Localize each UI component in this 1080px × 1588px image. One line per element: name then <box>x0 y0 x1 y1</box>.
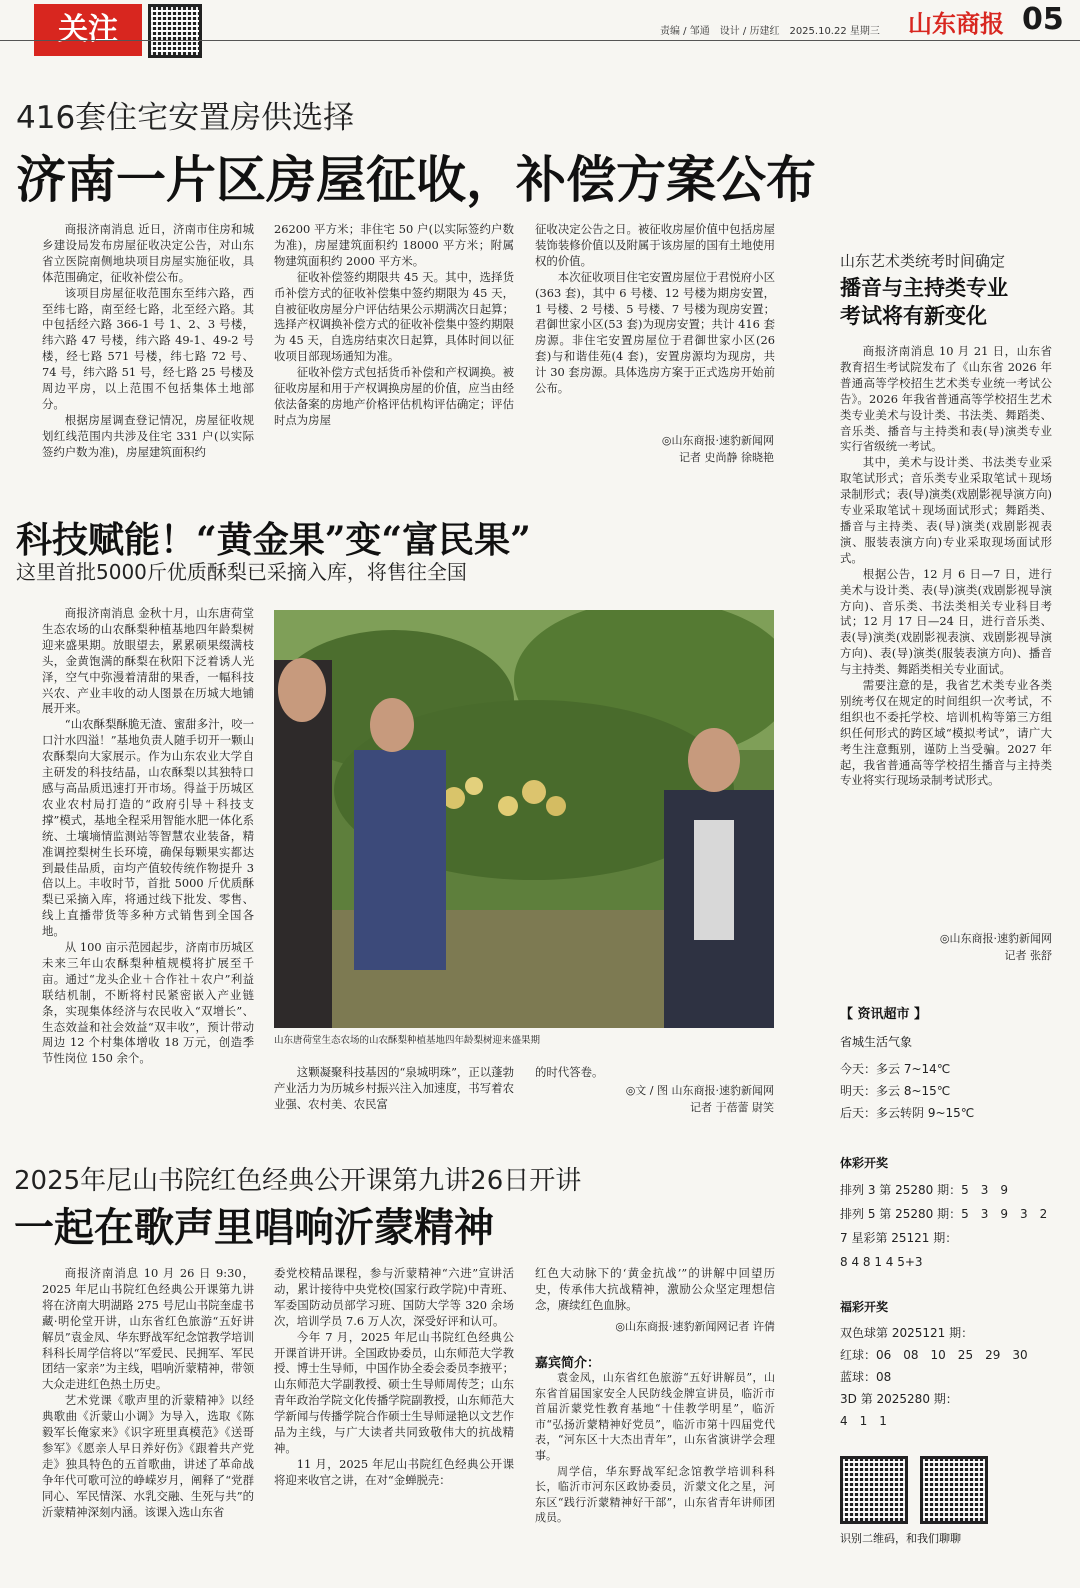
weather-list <box>840 1058 974 1124</box>
paragraph: 今年 7 月，2025 年尼山书院红色经典公开课首讲开讲。全国政协委员，山东师范大学教授、博士生导师，中国作协全委会委员李掖平；山东师范大学副教授、硕士生导师周传芝；山东青年政治学院文化传播学院副教授，山东师范大学新闻与传播学院合作硕士生导师逯艳以文艺作品为主线，与广大读者共同致敬伟大的抗战精神。 <box>274 1329 514 1455</box>
weather-tomorrow: 明天：多云 8~15℃ <box>840 1084 951 1098</box>
sports-lottery-title: 体彩开奖 <box>840 1156 889 1170</box>
paragraph: 其中，美术与设计类、书法类专业采取笔试形式；音乐类专业采取笔试＋现场录制形式；表(导)演类(戏剧影视导演方向)专业采取笔试＋现场面试形式；舞蹈类、播音与主持类、表(导)演类(戏剧影视表演、服装表演方向)专业采取现场面试形式。 <box>840 455 1052 565</box>
paragraph: 商报济南消息 10 月 21 日，山东省教育招生考试院发布了《山东省 2026 年普通高等学校招生艺术类专业统一考试公告》。2026 年我省普通高等学校招生艺术类专业美术与设计类、书法类、舞蹈类、音乐类、播音与主持类和表(导)演类专业实行省级统一考试。 <box>840 344 1052 454</box>
byline-source: ◎文 / 图 山东商报·速豹新闻网 <box>625 1084 774 1097</box>
paragraph: 这颗凝聚科技基因的“泉城明珠”，正以蓬勃产业活力为历城乡村振兴注入加速度，书写着农业强、农村美、农民富 <box>274 1065 514 1111</box>
welfare-lottery-title: 福彩开奖 <box>840 1300 889 1314</box>
paragraph: 根据房屋调查登记情况，房屋征收规划红线范围内共涉及住宅 331 户(以实际签约户数为准)，房屋建筑面积约 <box>42 412 254 459</box>
sports-lottery-list <box>840 1178 1047 1274</box>
lottery-line: 8 4 8 1 4 5+3 <box>840 1255 923 1269</box>
lottery-line: 红球：06 08 10 25 29 30 <box>840 1348 1028 1362</box>
qr-code-icon[interactable] <box>840 1456 908 1524</box>
paragraph: 征收决定公告之日。被征收房屋价值中包括房屋装饰装修价值以及附属于该房屋的国有土地使用权的价值。 <box>535 222 775 268</box>
story3-byline: ◎山东商报·速豹新闻网记者 许倩 <box>615 1320 775 1333</box>
lottery-line: 3D 第 2025280 期： <box>840 1392 958 1406</box>
paragraph: 需要注意的是，我省艺术类专业各类别统考仅在规定的时间组织一次考试，不组织也不委托学校、培训机构等第三方组织任何形式的跨区域“模拟考试”，请广大考生注意甄别，谨防上当受骗。2027 年起，我省普通高等学校招生播音与主持类专业将实行现场录制考试形式。 <box>840 678 1052 788</box>
pear-orchard-photo <box>274 610 774 1028</box>
story3-column-3 <box>535 1266 775 1318</box>
qr-caption: 识别二维码，和我们聊聊 <box>840 1532 961 1545</box>
weather-day-after: 后天：多云转阴 9~15℃ <box>840 1106 975 1120</box>
paragraph: 征收补偿签约期限共 45 天。其中，选择货币补偿方式的征收补偿集中签约期限为 45 天，自被征收房屋分户评估结果公示期满次日起算；选择产权调换补偿方式的征收补偿集中签约期限为 45 天，自选房结束次日起算，具体时间以征收项目部现场通知为准。 <box>274 269 514 364</box>
story1-byline <box>560 432 774 466</box>
paragraph: 根据公告，12 月 6 日—7 日，进行美术与设计类、表(导)演类(戏剧影视导演方向)、音乐类、书法类相关专业科目考试；12 月 17 日—24 日，进行音乐类、表(导)演类(戏剧影视表演、戏剧影视导演方向)、表(导)演类(服装表演方向)、播音与主持类、舞蹈类相关专业面试。 <box>840 566 1052 677</box>
story2-column-1 <box>42 606 254 1118</box>
story3-kicker: 2025年尼山书院红色经典公开课第九讲26日开讲 <box>14 1166 582 1196</box>
story2-subhead: 这里首批5000斤优质酥梨已采摘入库，将售往全国 <box>16 560 467 584</box>
story1-column-2 <box>274 222 514 472</box>
story2-headline: 科技赋能！“黄金果”变“富民果” <box>16 519 531 561</box>
header-rule <box>0 40 1080 41</box>
lottery-line: 排列 3 第 25280 期：5 3 9 <box>840 1183 1008 1197</box>
side-headline-line1: 播音与主持类专业 <box>840 275 1008 300</box>
guest-intro-body <box>535 1370 775 1566</box>
lottery-line: 4 1 1 <box>840 1414 887 1428</box>
paragraph: 周学信，华东野战军纪念馆教学培训科科长，临沂市河东区政协委员，沂蒙文化之星，河东区“践行沂蒙精神好干部”，山东省青年讲师团成员。 <box>535 1464 775 1525</box>
paragraph: 袁金凤，山东省红色旅游“五好讲解员”，山东省首届国家安全人民防线金牌宣讲员，临沂市首届沂蒙党性教育基地“十佳教学明星”，临沂市“弘扬沂蒙精神好党员”，临沂市第十四届党代表，“河东区十大杰出青年”，山东省演讲学会理事。 <box>535 1371 775 1462</box>
paragraph: 委党校精品课程，参与沂蒙精神“六进”宣讲活动，累计接待中央党校(国家行政学院)中青班、军委国防动员部学习班、国防大学等 320 余场次，培训学员 7.6 万人次，深受好评和认可。 <box>274 1266 514 1328</box>
side-byline <box>840 930 1052 964</box>
paragraph: 的时代答卷。 <box>535 1065 604 1079</box>
paragraph: 商报济南消息 金秋十月，山东唐荷堂生态农场的山农酥梨种植基地四年龄梨树迎来盛果期。放眼望去，累累硕果缀满枝头，金黄饱满的酥梨在秋阳下泛着诱人光泽，空气中弥漫着清甜的果香，一幅科技兴农、产业丰收的动人图景在历城大地铺展开来。 <box>42 606 254 716</box>
paragraph: 该项目房屋征收范围东至纬六路，西至纬七路，南至经七路，北至经六路。其中包括经六路 366-1 号 1、2、3 号楼，纬六路 47 号楼，纬六路 49-1、49-2 号楼，经七路 571 号楼，纬七路 72 号、74 号，纬六路 51 号，经七路 25 号楼及周边平房，以上范围不包括集体土地部分。 <box>42 285 254 411</box>
story1-column-3 <box>535 222 775 432</box>
story3-column-2 <box>274 1266 514 1566</box>
lottery-line: 排列 5 第 25280 期：5 3 9 3 2 <box>840 1207 1048 1221</box>
paragraph: 艺术党课《歌声里的沂蒙精神》以经典歌曲《沂蒙山小调》为导入，选取《陈毅军长俺家来》《识字班里真模范》《送哥参军》《愿亲人早日养好伤》《跟着共产党走》独具特色的五首歌曲，讲述了革命战争年代可歌可泣的峥嵘岁月，阐释了“党群同心、军民情深、水乳交融、生死与共”的沂蒙精神深刻内涵。该课入选山东省 <box>42 1393 254 1519</box>
photo-caption: 山东唐荷堂生态农场的山农酥梨种植基地四年龄梨树迎来盛果期 <box>274 1035 541 1046</box>
weather-today: 今天：多云 7~14℃ <box>840 1062 951 1076</box>
page-meta: 责编 / 邹通 设计 / 历建红 2025.10.22 星期三 <box>660 26 880 37</box>
story2-column-3 <box>535 1065 775 1083</box>
byline-reporters: 记者 史尚静 徐晓艳 <box>679 451 774 464</box>
story3-headline: 一起在歌声里唱响沂蒙精神 <box>14 1204 494 1251</box>
info-section-title: 【 资讯超市 】 <box>840 1007 928 1022</box>
paragraph: 本次征收项目住宅安置房屋位于君悦府小区(363 套)，其中 6 号楼、12 号楼为期房安置，1 号楼、2 号楼、5 号楼、7 号楼为现房安置；君御世家小区(53 套)为现房安置；共计 416 套房源。非住宅安置房屋位于君御世家小区(26 套)与和谐佳苑(4 套)，安置房源均为现房，共计 30 套房源。具体选房方案于正式选房开始前公布。 <box>535 269 775 396</box>
qr-code-icon[interactable] <box>920 1456 988 1524</box>
story2-column-2 <box>274 1065 514 1120</box>
byline-reporters: 记者 于蓓蕾 尉笑 <box>690 1101 774 1114</box>
paragraph: 红色大动脉下的‘黄金抗战’”的讲解中回望历史，传承伟大抗战精神，激励公众坚定理想信念，赓续红色血脉。 <box>535 1266 775 1312</box>
paragraph: “山农酥梨酥脆无渣、蜜甜多汁，咬一口汁水四溢！”基地负责人随手切开一颗山农酥梨向大家展示。作为山东农业大学自主研发的科技结晶，山农酥梨以其独特口感与高品质迅速打开市场。得益于历城区农业农村局打造的“政府引导＋科技支撑”模式，基地全程采用智能水肥一体化系统、土壤墒情监测站等智慧农业装备，精准调控梨树生长环境，确保每颗果实都达到最佳品质，亩均产值较传统作物提升 3 倍以上。丰收时节，首批 5000 斤优质酥梨已采摘入库，将通过线下批发、零售、线上直播带货等多种方式销售到全国各地。 <box>42 717 254 939</box>
page-number: 05 <box>1022 2 1064 37</box>
lottery-line: 双色球第 2025121 期： <box>840 1326 974 1340</box>
newspaper-name: 山东商报 <box>908 9 1004 38</box>
lottery-line: 蓝球：08 <box>840 1370 892 1384</box>
paragraph: 商报济南消息 近日，济南市住房和城乡建设局发布房屋征收决定公告，对山东省立医院南侧地块项目房屋实施征收，具体范围确定，征收补偿公布。 <box>42 222 254 284</box>
story2-byline <box>560 1082 774 1116</box>
paragraph: 11 月，2025 年尼山书院红色经典公开课将迎来收官之讲，在对“金蝉脱壳： <box>274 1456 514 1487</box>
side-body <box>840 344 1052 929</box>
story3-column-1 <box>42 1266 254 1566</box>
story1-headline: 济南一片区房屋征收，补偿方案公布 <box>16 150 816 209</box>
paragraph: 26200 平方米；非住宅 50 户(以实际签约户数为准)，房屋建筑面积约 18000 平方米；附属物建筑面积约 2000 平方米。 <box>274 222 514 268</box>
welfare-lottery-list <box>840 1322 1028 1432</box>
byline-source: ◎山东商报·速豹新闻网 <box>939 932 1052 945</box>
byline-reporters: 记者 张舒 <box>1004 949 1052 962</box>
story1-kicker: 416套住宅安置房供选择 <box>16 100 355 136</box>
paragraph: 从 100 亩示范园起步，济南市历城区未来三年山农酥梨种植规模将扩展至千亩。通过“龙头企业＋合作社＋农户”利益联结机制，不断将村民紧密嵌入产业链条，实现集体经济与农民收入“双增长”、生态效益和社会效益“双丰收”，预计带动周边 12 个村集体增收 18 万元，创造季节性岗位 150 余个。 <box>42 940 254 1066</box>
guest-intro-title: 嘉宾简介： <box>535 1356 601 1371</box>
byline-source: ◎山东商报·速豹新闻网 <box>661 434 774 447</box>
side-kicker: 山东艺术类统考时间确定 <box>840 252 1006 270</box>
paragraph: 商报济南消息 10 月 26 日 9:30，2025 年尼山书院红色经典公开课第九讲将在济南大明湖路 275 号尼山书院奎虚书藏·明伦堂开讲，山东省红色旅游“五好讲解员”袁金凤、华东野战军纪念馆教学培训科科长周学信将以“军爱民、民拥军、军民团结一家亲”为主线，唱响沂蒙精神，带领大众走进红色热土历史。 <box>42 1266 254 1392</box>
qr-code-icon[interactable] <box>148 4 202 58</box>
weather-title: 省城生活气象 <box>840 1035 913 1049</box>
photo-illustration <box>274 610 774 1028</box>
lottery-line: 7 星彩第 25121 期： <box>840 1231 958 1245</box>
paragraph: 征收补偿方式包括货币补偿和产权调换。被征收房屋和用于产权调换房屋的价值，应当由经依法备案的房地产价格评估机构评估确定；评估时点为房屋 <box>274 365 514 427</box>
story1-column-1 <box>42 222 254 472</box>
section-tag: 关注 <box>34 4 142 56</box>
side-headline-line2: 考试将有新变化 <box>840 303 987 328</box>
page-header <box>0 0 1080 62</box>
